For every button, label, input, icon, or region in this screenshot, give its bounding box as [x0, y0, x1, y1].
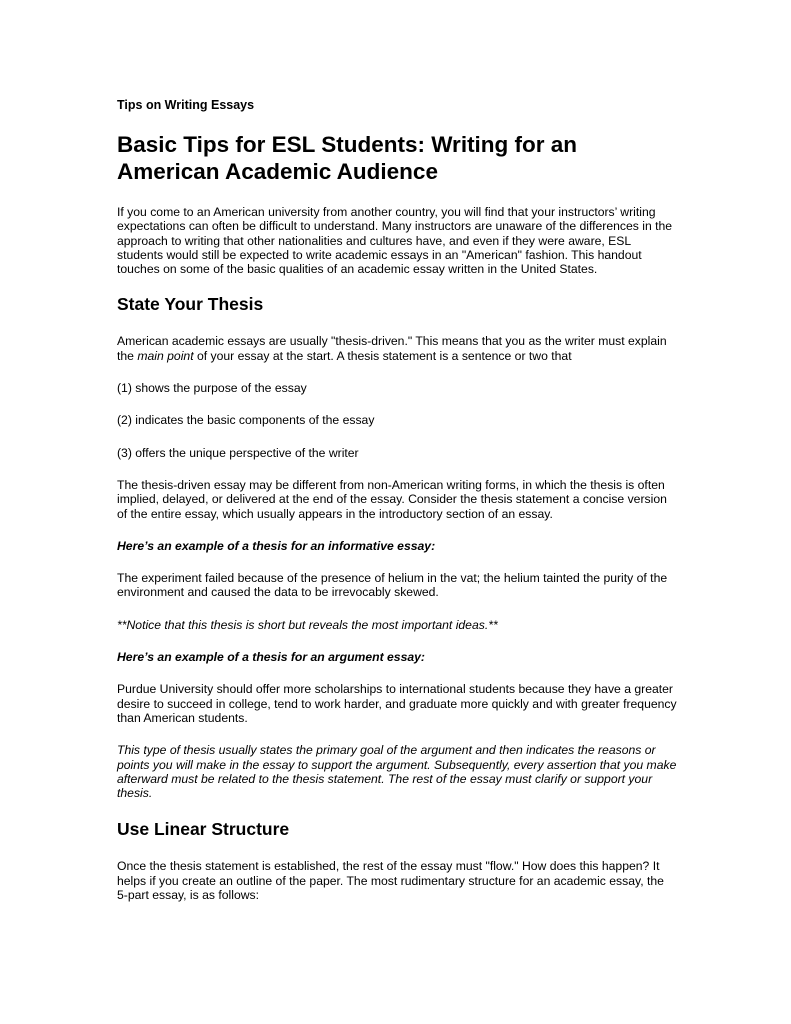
section-heading-state-your-thesis: State Your Thesis — [117, 294, 264, 315]
informative-example-text: The experiment failed because of the presence of helium in the vat; the helium tainted the purity of the environment and caused the data to be irrevocably skewed. — [117, 571, 668, 600]
informative-example-note: **Notice that this thesis is short but reveals the most important ideas.** — [117, 617, 498, 632]
thesis-paragraph-2: The thesis-driven essay may be different from non-American writing forms, in which the thesis is often implied, delayed, or delivered at the end of the essay. Consider the thesis statement a concise version of the entire essay, which usually appears in the introductory section of an essay. — [117, 477, 667, 521]
page-title: Basic Tips for ESL Students: Writing for an American Academic Audience — [117, 132, 578, 184]
argument-example-text: Purdue University should offer more scholarships to international students because they have a greater desire to succeed in college, tend to work harder, and graduate more quickly and with greater frequency than American students. — [117, 682, 677, 725]
document-header-label: Tips on Writing Essays — [117, 98, 255, 112]
thesis-paragraph-1-start: American academic essays are usually "thesis-driven." This means that you as the writer must explain the — [117, 334, 667, 363]
intro-paragraph: If you come to an American university from another country, you will find that your instructors’ writing expectations can often be difficult to understand. Many instructors are unaware of the differences in the approach to writing that other nationalities and cultures have, and even if they were aware, ESL students would still be expected to write academic essays in an "American" fashion. This handout touches on some of the basic qualities of an academic essay written in the United States. — [117, 205, 673, 277]
thesis-paragraph-1-end: of your essay at the start. A thesis statement is a sentence or two that — [193, 348, 572, 363]
linear-paragraph-1: Once the thesis statement is established, the rest of the essay must "flow." How does this happen? It helps if you create an outline of the paper. The most rudimentary structure for an academic essay, the 5-part essay, is as follows: — [117, 859, 664, 903]
list-item-components: (2) indicates the basic components of the essay — [117, 413, 375, 428]
section-heading-use-linear-structure: Use Linear Structure — [117, 819, 290, 840]
list-item-purpose: (1) shows the purpose of the essay — [117, 381, 307, 396]
argument-example-note: This type of thesis usually states the primary goal of the argument and then indicates the reasons or points you will make in the essay to support the argument. Subsequently, every assertion that you make afterward must be related to the thesis statement. The rest of the essay must clarify or support your thesis. — [117, 743, 677, 801]
main-point-emphasis: main point — [137, 348, 194, 363]
thesis-paragraph-1 — [117, 334, 677, 363]
argument-example-heading: Here’s an example of a thesis for an argument essay: — [117, 650, 425, 665]
list-item-perspective: (3) offers the unique perspective of the writer — [117, 445, 359, 460]
informative-example-heading: Here’s an example of a thesis for an informative essay: — [117, 538, 436, 553]
document-page — [117, 97, 677, 920]
